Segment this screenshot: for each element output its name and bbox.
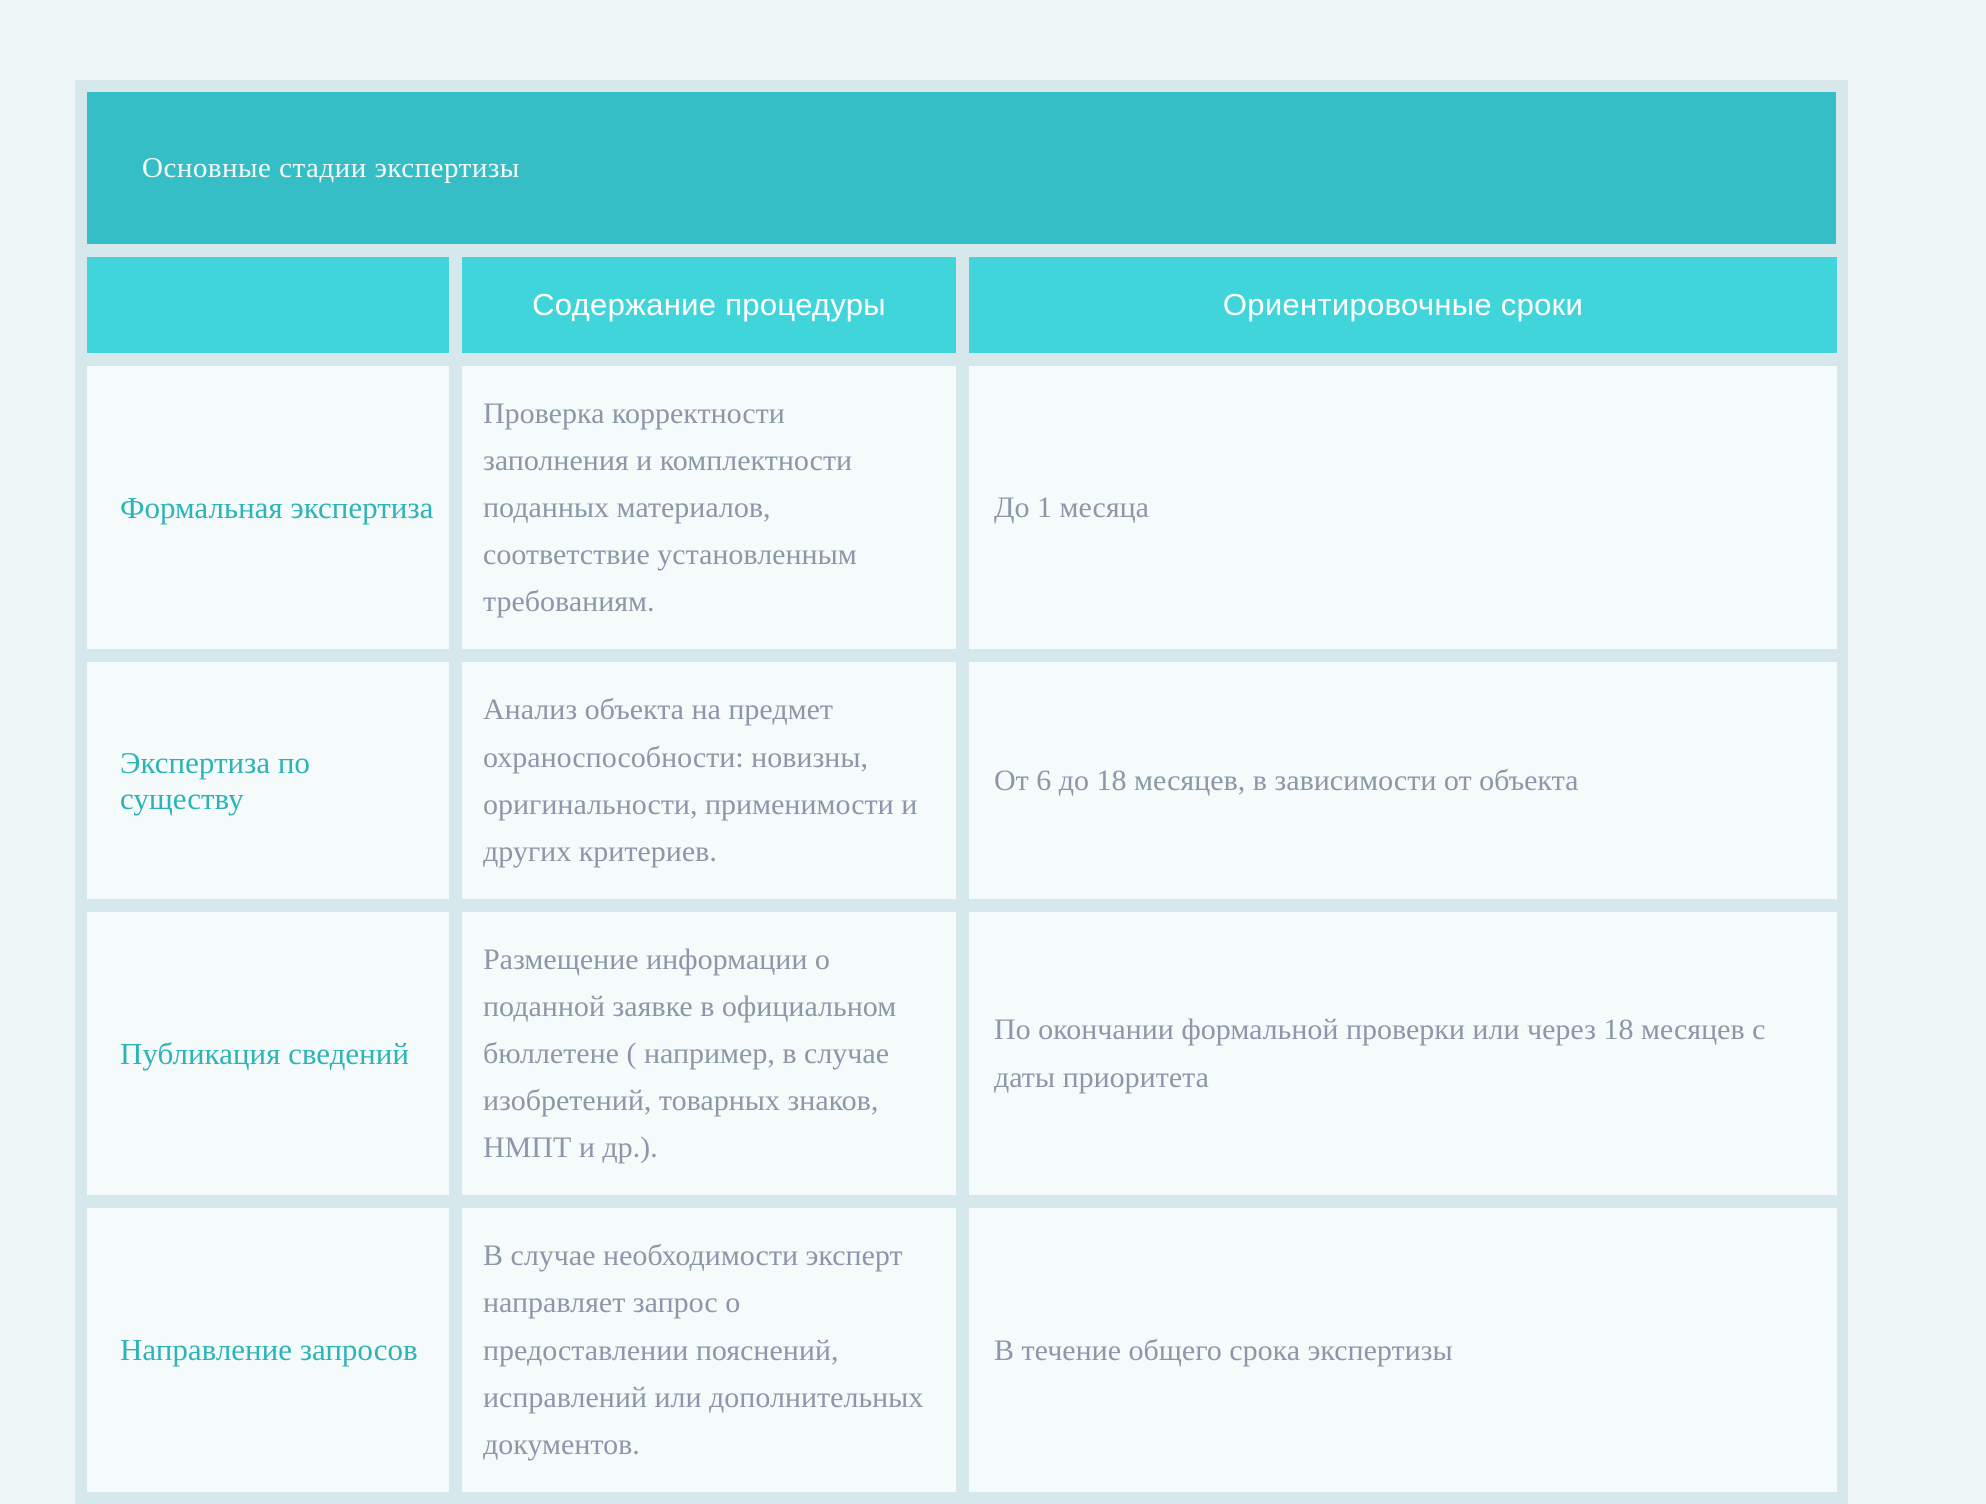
table-title: Основные стадии экспертизы — [142, 151, 520, 184]
header-cell-procedure-content: Содержание процедуры — [462, 257, 956, 353]
procedure-content-cell: Анализ объекта на предмет охраноспособности: новизны, оригинальности, применимости и других критериев. — [462, 662, 956, 898]
timing-cell: В течение общего срока экспертизы — [969, 1208, 1837, 1491]
timing-cell: От 6 до 18 месяцев, в зависимости от объекта — [969, 662, 1837, 898]
procedure-content-cell: Размещение информации о поданной заявке в официальном бюллетене ( например, в случае изобретений, товарных знаков, НМПТ и др.). — [462, 912, 956, 1195]
table-title-bar — [87, 92, 1836, 244]
header-cell-approximate-timing: Ориентировочные сроки — [969, 257, 1837, 353]
stage-name-cell: Формальная экспертиза — [87, 366, 449, 649]
procedure-content-cell: Проверка корректности заполнения и комплектности поданных материалов, соответствие установленным требованиям. — [462, 366, 956, 649]
timing-cell: По окончании формальной проверки или через 18 месяцев с даты приоритета — [969, 912, 1837, 1195]
stage-name-cell: Публикация сведений — [87, 912, 449, 1195]
expertise-stages-table — [75, 80, 1848, 1504]
stage-name-cell: Экспертиза по существу — [87, 662, 449, 898]
stage-name-cell: Направление запросов — [87, 1208, 449, 1491]
header-cell-stage — [87, 257, 449, 353]
table-header-row — [87, 257, 1836, 353]
timing-cell: До 1 месяца — [969, 366, 1837, 649]
table-body — [87, 366, 1836, 1492]
procedure-content-cell: В случае необходимости эксперт направляет запрос о предоставлении пояснений, исправлений или дополнительных документов. — [462, 1208, 956, 1491]
